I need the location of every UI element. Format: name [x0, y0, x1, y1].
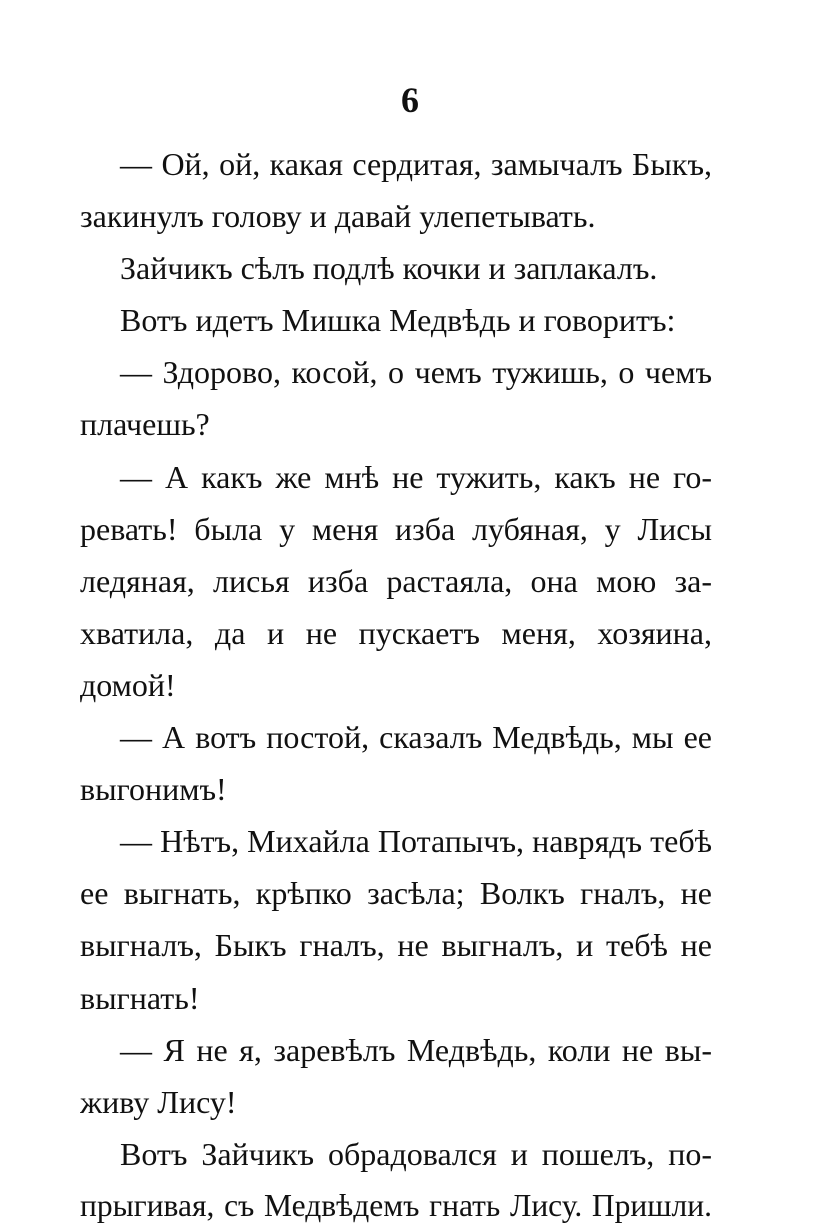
- text-line: ее выгнать, крѣпко засѣла; Волкъ гналъ, не: [80, 875, 712, 912]
- text-line: — Я не я, заревѣлъ Медвѣдь, коли не вы-: [120, 1031, 712, 1068]
- text-line: Вотъ идетъ Мишка Медвѣдь и говоритъ:: [120, 302, 676, 339]
- text-line: — Нѣтъ, Михайла Потапычъ, наврядъ тебѣ: [120, 823, 712, 860]
- text-line: плачешь?: [80, 406, 210, 443]
- text-line: выгналъ, Быкъ гналъ, не выгналъ, и тебѣ не: [80, 927, 712, 964]
- text-line: выгонимъ!: [80, 771, 227, 808]
- text-line: — А какъ же мнѣ не тужить, какъ не го-: [120, 458, 712, 495]
- text-line: хватила, да и не пускаетъ меня, хозяина,: [80, 614, 712, 651]
- text-line: выгнать!: [80, 979, 200, 1016]
- text-line: — Здорово, косой, о чемъ тужишь, о чемъ: [120, 354, 712, 391]
- text-line: ледяная, лисья изба растаяла, она мою за-: [80, 562, 712, 599]
- text-line: ревать! была у меня изба лубяная, у Лисы: [80, 510, 712, 547]
- text-line: Вотъ Зайчикъ обрадовался и пошелъ, по-: [120, 1135, 712, 1172]
- text-line: — А вотъ постой, сказалъ Медвѣдь, мы ее: [120, 719, 712, 756]
- text-line: закинулъ голову и давай улепетывать.: [80, 198, 596, 235]
- text-line: прыгивая, съ Медвѣдемъ гнать Лису. Пришли.: [80, 1187, 712, 1223]
- text-line: живу Лису!: [80, 1083, 237, 1120]
- text-line: — Ой, ой, какая сердитая, замычалъ Быкъ,: [120, 146, 712, 182]
- text-line: домой!: [80, 666, 176, 703]
- page-number: 6: [401, 80, 419, 120]
- story-text: [80, 138, 712, 1232]
- text-line: Зайчикъ сѣлъ подлѣ кочки и заплакалъ.: [120, 250, 658, 287]
